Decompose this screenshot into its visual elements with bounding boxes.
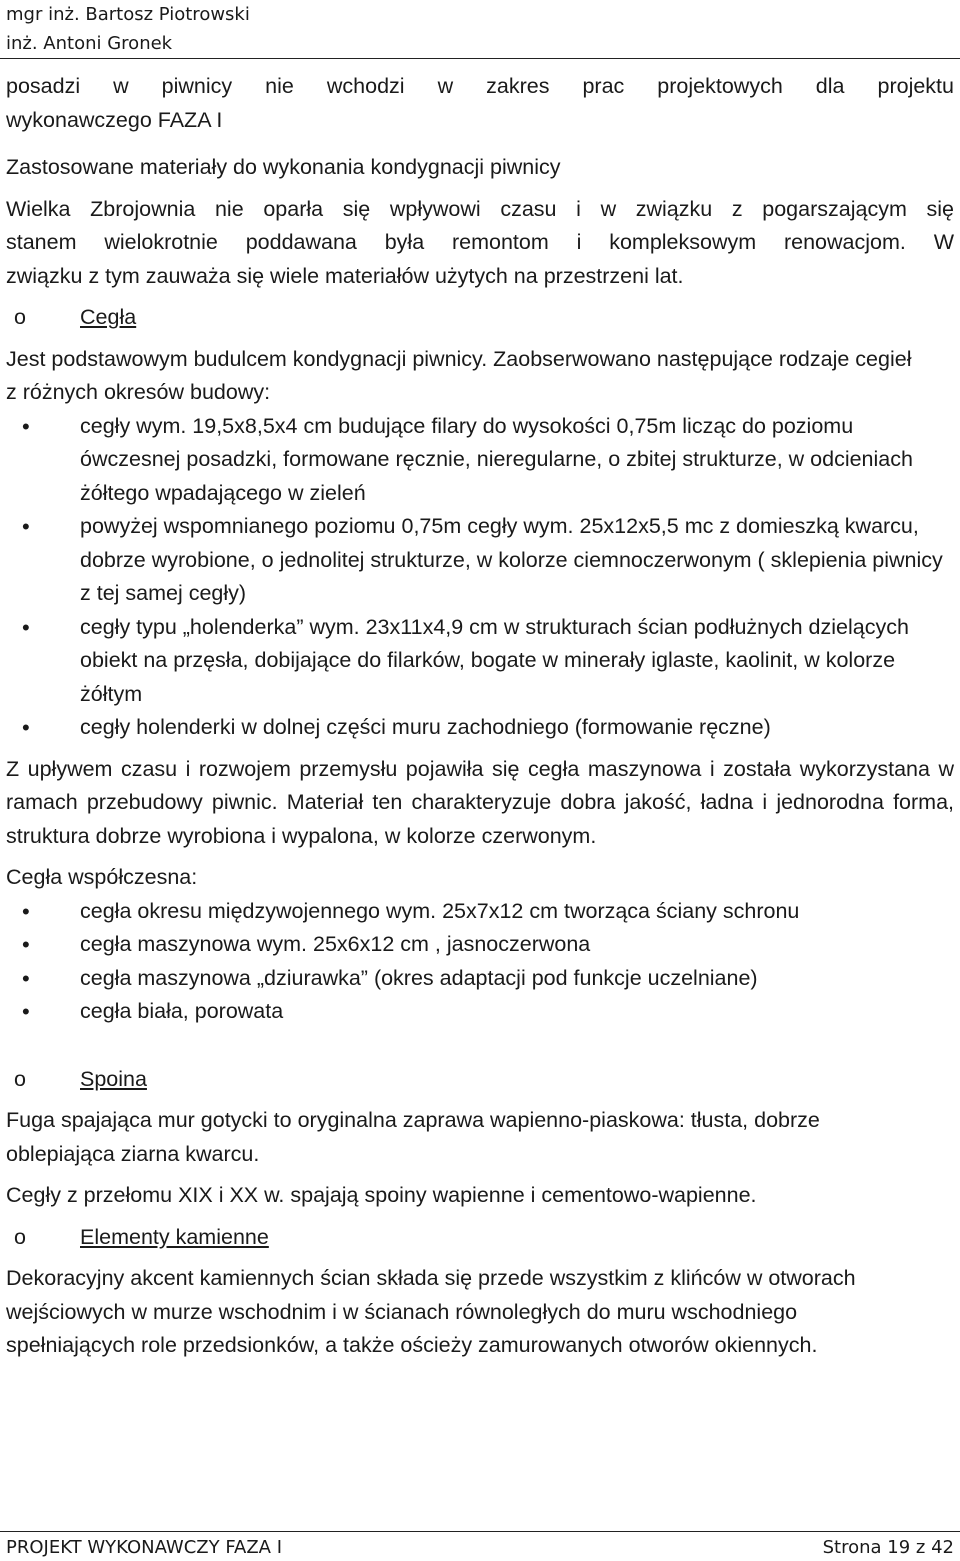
page-number: Strona 19 z 42 (822, 1537, 954, 1558)
paragraph-line: Wielka Zbrojownia nie oparła się wpływowi czasu i w związku z pogarszającym się (6, 196, 954, 221)
page-footer (6, 1536, 954, 1560)
subsection-label: Elementy kamienne (80, 1224, 269, 1249)
list-item: • cegła okresu międzywojennego wym. 25x7x12 cm tworząca ściany schronu (6, 895, 954, 929)
paragraph-mortar: Fuga spajająca mur gotycki to oryginalna zaprawa wapienno-piaskowa: tłusta, dobrze oblepiająca ziarna kwarcu. (6, 1108, 820, 1166)
author-secondary: inż. Antoni Gronek (6, 33, 173, 54)
author-primary: mgr inż. Bartosz Piotrowski (6, 4, 250, 25)
list-item: • cegła maszynowa „dziurawka” (okres adaptacji pod funkcje uczelniane) (6, 962, 954, 996)
modern-brick-list (6, 895, 954, 1029)
footer-project-name: PROJEKT WYKONAWCZY FAZA I (6, 1537, 283, 1558)
modern-brick-title: Cegła współczesna: (6, 865, 198, 889)
paragraph-stone: Dekoracyjny akcent kamiennych ścian składa się przede wszystkim z klińców w otworach wejściowych w murze wschodnim i w ścianach równoległych do muru wschodniego spełniających role przedsionków, a także ościeży zamurowanych otworów okiennych. (6, 1266, 856, 1357)
paragraph-machine-brick: Z upływem czasu i rozwojem przemysłu pojawiła się cegła maszynowa i została wykorzystana w ramach przebudowy piwnic. Materiał ten charakteryzuje dobra jakość, ładna i jednorodna forma, struktura dobrze wyrobiona i wypalona, w kolorze czerwonym. (6, 756, 954, 848)
document-body (6, 70, 954, 1363)
subsection-brick (6, 301, 954, 335)
paragraph-line: stanem wielokrotnie poddawana była remontom i kompleksowym renowacjom. W (6, 230, 954, 254)
subsection-label: Spoina (80, 1066, 147, 1091)
subsection-marker: o (14, 1066, 26, 1091)
list-item: • cegła maszynowa wym. 25x6x12 cm , jasnoczerwona (6, 928, 954, 962)
subsection-marker: o (14, 1224, 26, 1249)
list-item: • cegły typu „holenderka” wym. 23x11x4,9 cm w strukturach ścian podłużnych dzielących obiekt na przęsła, dobijające do filarków, bogate w minerały iglaste, kaolinit, w kolorze żółtym (6, 611, 954, 712)
list-item: • cegły wym. 19,5x8,5x4 cm budujące filary do wysokości 0,75m licząc do poziomu ówczesnej posadzki, formowane ręcznie, nieregularne, o zbitej strukturze, w odcieniach żółtego wpadającego w zieleń (6, 410, 954, 511)
list-item: • cegły holenderki w dolnej części muru zachodniego (formowanie ręczne) (6, 711, 954, 745)
paragraph-line: związku z tym zauważa się wiele materiałów użytych na przestrzeni lat. (6, 263, 684, 288)
paragraph-brick-intro: Jest podstawowym budulcem kondygnacji piwnicy. Zaobserwowano następujące rodzaje cegieł z różnych okresów budowy: (6, 346, 912, 404)
footer-divider (0, 1531, 960, 1532)
list-item: • cegła biała, porowata (6, 995, 954, 1029)
list-item: • powyżej wspomnianego poziomu 0,75m cegły wym. 25x12x5,5 mc z domieszką kwarcu, dobrze wyrobione, o jednolitej strukturze, w kolorze ciemnoczerwonym ( sklepienia piwnicy z tej samej cegły) (6, 510, 954, 611)
page-header (6, 0, 250, 58)
intro-line: posadzi w piwnicy nie wchodzi w zakres prac projektowych dla projektu (6, 74, 954, 98)
paragraph-mortar-2: Cegły z przełomu XIX i XX w. spajają spoiny wapienne i cementowo-wapienne. (6, 1183, 757, 1207)
subsection-stone (6, 1221, 954, 1255)
subsection-label: Cegła (80, 305, 137, 329)
subsection-joint (6, 1063, 954, 1097)
intro-line-2: wykonawczego FAZA I (6, 107, 223, 132)
header-divider (0, 58, 960, 59)
brick-types-list (6, 410, 954, 745)
subsection-marker: o (14, 305, 26, 329)
section-title: Zastosowane materiały do wykonania kondygnacji piwnicy (6, 155, 561, 179)
